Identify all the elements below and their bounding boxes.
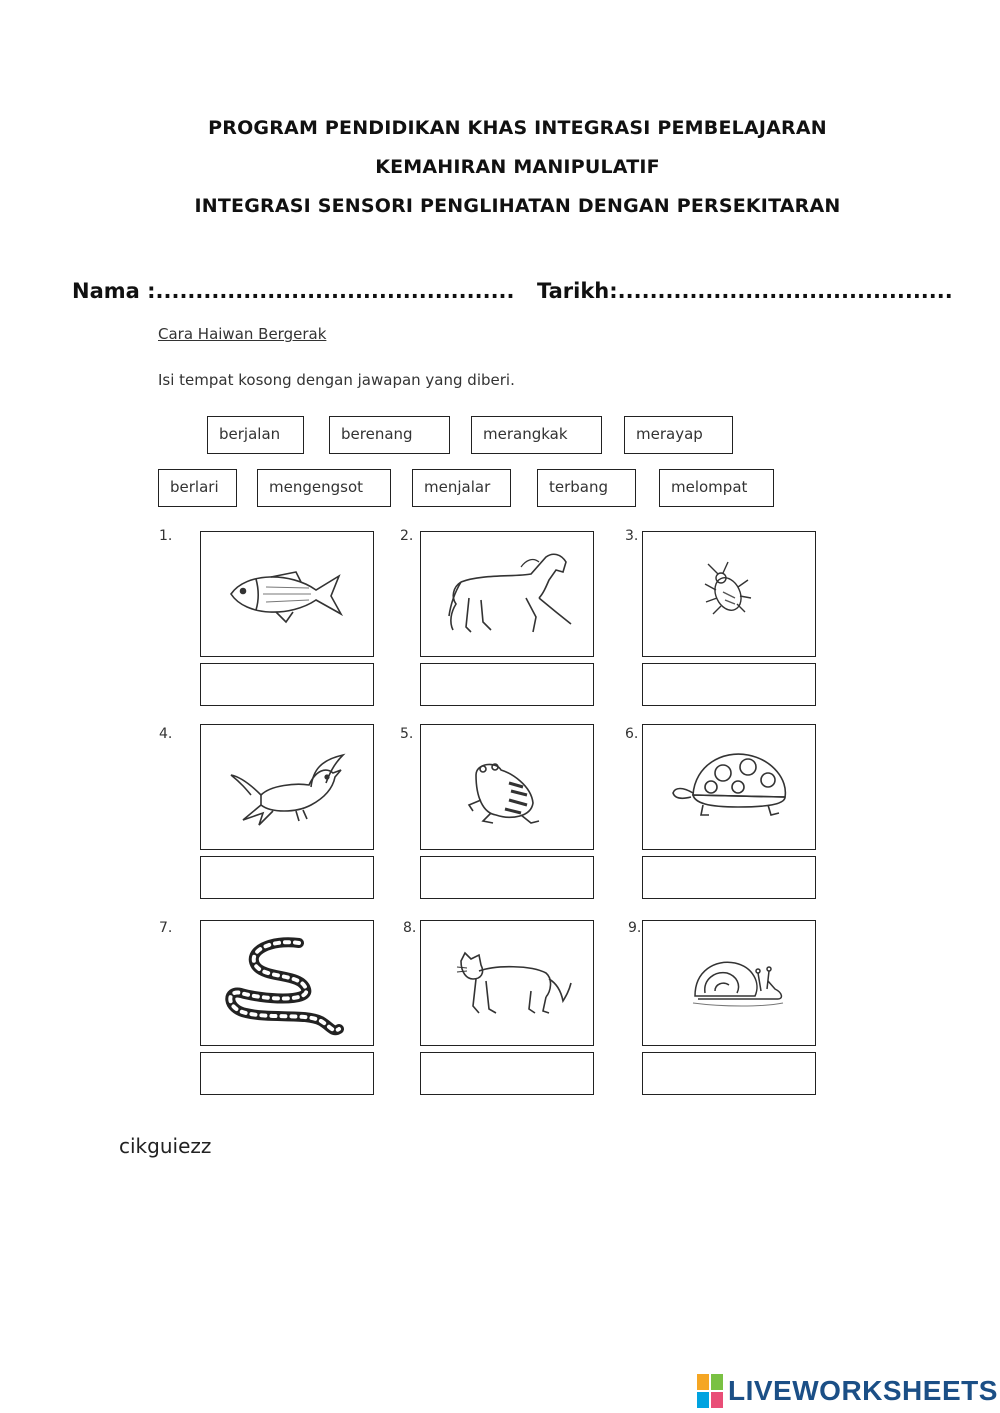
worksheet-instruction: Isi tempat kosong dengan jawapan yang diberi. [158,371,515,389]
liveworksheets-logo-icon [697,1374,725,1408]
question-number: 4. [159,726,173,742]
picture-box-8 [420,920,594,1046]
answer-input-4[interactable] [200,856,374,899]
answer-input-7[interactable] [200,1052,374,1095]
picture-box-2 [420,531,594,657]
fish-icon [201,532,372,655]
answer-input-3[interactable] [642,663,816,706]
picture-box-7 [200,920,374,1046]
picture-box-4 [200,724,374,850]
word-bank-item: merayap [624,416,733,454]
answer-input-1[interactable] [200,663,374,706]
picture-box-3 [642,531,816,657]
author-credit: cikguiezz [119,1134,212,1158]
word-bank-item: berenang [329,416,450,454]
nama-field-label: Nama :............................................. [72,279,515,303]
picture-box-9 [642,920,816,1046]
picture-box-5 [420,724,594,850]
cat-icon [421,921,592,1044]
picture-box-6 [642,724,816,850]
tortoise-icon [643,725,814,848]
word-bank-item: berjalan [207,416,304,454]
title-line-2: KEMAHIRAN MANIPULATIF [375,156,660,178]
answer-input-2[interactable] [420,663,594,706]
word-bank-item: terbang [537,469,636,507]
word-bank-item: merangkak [471,416,602,454]
worksheet-subtitle: Cara Haiwan Bergerak [158,325,327,343]
question-number: 7. [159,920,173,936]
word-bank-item: melompat [659,469,774,507]
liveworksheets-brand-text: LIVEWORKSHEETS [728,1375,998,1406]
question-number: 5. [400,726,414,742]
question-number: 2. [400,528,414,544]
answer-input-5[interactable] [420,856,594,899]
frog-icon [421,725,592,848]
title-line-1: PROGRAM PENDIDIKAN KHAS INTEGRASI PEMBELAJARAN [208,117,827,139]
answer-input-6[interactable] [642,856,816,899]
snail-icon [643,921,814,1044]
tarikh-field-label: Tarikh:.......................................... [537,279,953,303]
word-bank-item: berlari [158,469,237,507]
word-bank-item: mengengsot [257,469,391,507]
picture-box-1 [200,531,374,657]
snake-icon [201,921,372,1044]
question-number: 8. [403,920,417,936]
question-number: 6. [625,726,639,742]
title-line-3: INTEGRASI SENSORI PENGLIHATAN DENGAN PERSEKITARAN [194,195,841,217]
question-number: 1. [159,528,173,544]
answer-input-9[interactable] [642,1052,816,1095]
insect-icon [643,532,814,655]
question-number: 9. [628,920,642,936]
horse-icon [421,532,592,655]
question-number: 3. [625,528,639,544]
answer-input-8[interactable] [420,1052,594,1095]
liveworksheets-logo[interactable] [697,1374,998,1408]
bird-icon [201,725,372,848]
word-bank-item: menjalar [412,469,511,507]
